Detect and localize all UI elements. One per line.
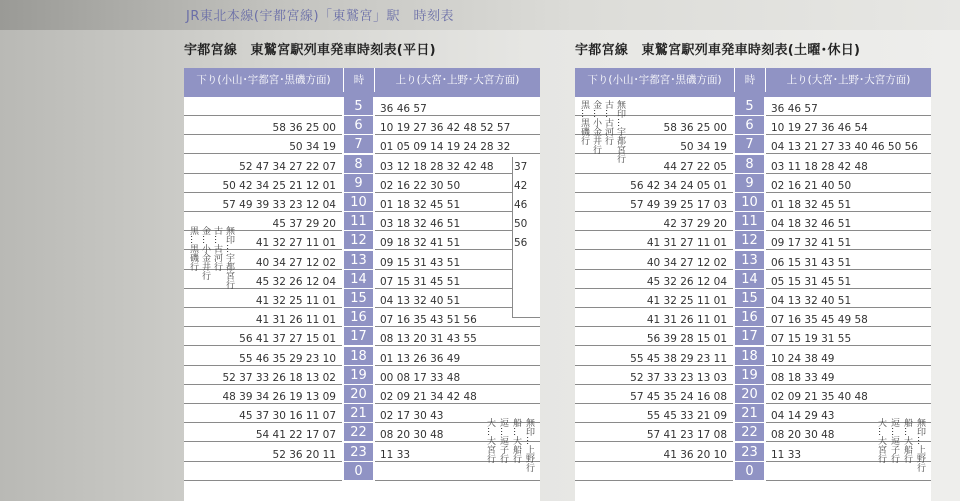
- hour-cell: 6: [344, 116, 373, 135]
- up-departures: 08 18 33 49: [766, 366, 931, 385]
- up-departures: 02 17 30 43: [375, 404, 540, 423]
- up-departures: 04 14 29 43: [766, 404, 931, 423]
- hour-cell: 18: [344, 347, 373, 366]
- timetable-row: [575, 193, 931, 212]
- down-departures: 52 47 34 27 22 07: [184, 155, 342, 174]
- up-departures: 01 05 09 14 19 24 28 32: [375, 135, 540, 154]
- down-departures: 55 45 33 21 09: [575, 404, 733, 423]
- timetable-row: [184, 174, 540, 193]
- timetable-row: [575, 155, 931, 174]
- down-departures: 42 37 29 20: [575, 212, 733, 231]
- late-column-bottom-rule: [512, 317, 540, 318]
- down-departures: 45 32 26 12 04: [184, 270, 342, 289]
- up-departures: 04 18 32 46 51: [766, 212, 931, 231]
- up-departures: 08 13 20 31 43 55: [375, 327, 540, 346]
- hour-cell: 21: [344, 404, 373, 423]
- holiday-timetable-title: 宇都宮線 東鷲宮駅列車発車時刻表(土曜･休日): [575, 43, 861, 58]
- hour-cell: 19: [344, 366, 373, 385]
- hour-cell: 7: [344, 135, 373, 154]
- hour-cell: 17: [344, 327, 373, 346]
- timetable-row: [184, 308, 540, 327]
- hour-cell: 7: [735, 135, 764, 154]
- legend-down-2: 古…古河行: [603, 100, 613, 145]
- timetable-row: [575, 116, 931, 135]
- legend-up-1: 無印…上野行: [524, 418, 534, 472]
- up-departures: 05 15 31 45 51: [766, 270, 931, 289]
- up-departures: 11 33: [766, 443, 931, 462]
- timetable-row: [184, 135, 540, 154]
- legend-up-1: 無印…上野行: [915, 418, 925, 472]
- hour-cell: 10: [344, 193, 373, 212]
- down-departures: [184, 462, 342, 481]
- down-departures: 48 39 34 26 19 13 09: [184, 385, 342, 404]
- up-departures: 36 46 57: [766, 97, 931, 116]
- up-late-departures: 37: [514, 160, 528, 173]
- up-direction-header: 上り(大宮･上野･大宮方面): [375, 68, 540, 92]
- timetable-row: [575, 385, 931, 404]
- hour-cell: 0: [735, 462, 764, 481]
- timetable-row: [575, 270, 931, 289]
- up-departures: 08 20 30 48: [766, 423, 931, 442]
- timetable-row: [575, 97, 931, 116]
- hour-cell: 20: [344, 385, 373, 404]
- down-departures: 52 36 20 11: [184, 443, 342, 462]
- hour-cell: 17: [735, 327, 764, 346]
- hour-cell: 16: [344, 308, 373, 327]
- timetable-row: [184, 270, 540, 289]
- up-late-departures: [512, 347, 540, 366]
- timetable-row: [575, 366, 931, 385]
- down-departures: 40 34 27 12 02: [575, 251, 733, 270]
- weekday-timetable-panel: [184, 40, 540, 501]
- up-direction-header: 上り(大宮･上野･大宮方面): [766, 68, 931, 92]
- legend-down-2: 古…古河行: [212, 226, 222, 271]
- up-late-departures: [512, 270, 540, 289]
- legend-down-4: 黒…黒磯行: [579, 100, 589, 145]
- legend-down-3: 金…小金井行: [591, 100, 601, 154]
- up-late-departures: 42: [514, 179, 528, 192]
- down-departures: 55 45 38 29 23 11: [575, 347, 733, 366]
- hour-cell: 11: [344, 212, 373, 231]
- up-departures: 10 24 38 49: [766, 347, 931, 366]
- hour-cell: 0: [344, 462, 373, 481]
- down-departures: 41 31 27 11 01: [575, 231, 733, 250]
- legend-up-2: 船…大船行: [902, 418, 912, 463]
- legend-down-1: 無印…宇都宮行: [224, 226, 234, 289]
- up-departures: 04 13 32 40 51: [766, 289, 931, 308]
- timetable-row: [575, 327, 931, 346]
- down-departures: 57 41 23 17 08: [575, 423, 733, 442]
- hour-cell: 19: [735, 366, 764, 385]
- legend-up-4: 大…大宮行: [876, 418, 886, 463]
- hour-cell: 22: [344, 423, 373, 442]
- late-column-divider: [512, 157, 513, 317]
- up-departures: 04 13 21 27 33 40 46 50 56: [766, 135, 931, 154]
- down-departures: 58 36 25 00: [184, 116, 342, 135]
- timetable-row: [575, 231, 931, 250]
- up-late-departures: [512, 385, 540, 404]
- up-late-departures: [512, 135, 540, 154]
- down-departures: [184, 97, 342, 116]
- timetable-row: [575, 289, 931, 308]
- up-departures: 00 08 17 33 48: [375, 366, 540, 385]
- down-departures: 57 45 35 24 16 08: [575, 385, 733, 404]
- hour-cell: 8: [344, 155, 373, 174]
- timetable-row: [184, 251, 540, 270]
- timetable-row: [575, 174, 931, 193]
- timetable-row: [575, 251, 931, 270]
- down-departures: 41 36 20 10: [575, 443, 733, 462]
- timetable-row: [184, 366, 540, 385]
- down-departures: 40 34 27 12 02: [184, 251, 342, 270]
- down-departures: 54 41 22 17 07: [184, 423, 342, 442]
- holiday-timetable-panel: [575, 40, 931, 501]
- down-departures: 41 31 26 11 01: [575, 308, 733, 327]
- legend-down-1: 無印…宇都宮行: [615, 100, 625, 163]
- up-departures: 08 20 30 48: [375, 423, 540, 442]
- timetable-row: [184, 212, 540, 231]
- hour-cell: 14: [344, 270, 373, 289]
- timetable-row: [184, 347, 540, 366]
- up-departures: 02 09 21 34 42 48: [375, 385, 540, 404]
- hour-cell: 23: [344, 443, 373, 462]
- legend-up-2: 船…大船行: [511, 418, 521, 463]
- hour-cell: 13: [735, 251, 764, 270]
- up-departures: 07 16 35 43 51 56: [375, 308, 540, 327]
- weekday-timetable: [184, 68, 540, 501]
- up-late-departures: [512, 97, 540, 116]
- weekday-timetable-title: 宇都宮線 東鷲宮駅列車発車時刻表(平日): [184, 43, 436, 58]
- up-departures: 02 16 21 40 50: [766, 174, 931, 193]
- up-late-departures: [512, 366, 540, 385]
- hour-cell: 12: [344, 231, 373, 250]
- up-departures: 04 13 32 40 51: [375, 289, 512, 308]
- timetable-row: [184, 289, 540, 308]
- hour-cell: 6: [735, 116, 764, 135]
- down-departures: 50 34 19: [575, 135, 733, 154]
- hour-cell: 15: [735, 289, 764, 308]
- up-departures: 01 18 32 45 51: [375, 193, 512, 212]
- hour-cell: 14: [735, 270, 764, 289]
- down-departures: 57 49 39 25 17 03: [575, 193, 733, 212]
- timetable-row: [184, 97, 540, 116]
- page-title: JR東北本線(宇都宮線)「東鷲宮」駅 時刻表: [186, 9, 455, 24]
- up-late-departures: [512, 116, 540, 135]
- up-departures: 03 18 32 46 51: [375, 212, 512, 231]
- holiday-timetable: [575, 68, 931, 501]
- up-departures: 09 15 31 43 51: [375, 251, 512, 270]
- up-late-departures: 56: [514, 237, 528, 250]
- timetable-row: [184, 385, 540, 404]
- hour-cell: 9: [344, 174, 373, 193]
- up-departures: 10 19 27 36 46 54: [766, 116, 931, 135]
- hour-cell: 21: [735, 404, 764, 423]
- down-direction-header: 下り(小山･宇都宮･黒磯方面): [184, 68, 344, 92]
- up-late-departures: [512, 289, 540, 308]
- down-departures: 58 36 25 00: [575, 116, 733, 135]
- legend-up-3: 逗…逗子行: [889, 418, 899, 463]
- hour-cell: 10: [735, 193, 764, 212]
- down-departures: 52 37 33 26 18 13 02: [184, 366, 342, 385]
- down-departures: 44 27 22 05: [575, 155, 733, 174]
- up-departures: 07 15 19 31 55: [766, 327, 931, 346]
- timetable-row: [575, 308, 931, 327]
- timetable-row: [184, 155, 540, 174]
- down-departures: [575, 462, 733, 481]
- timetable-row: [575, 212, 931, 231]
- up-departures: 01 13 26 36 49: [375, 347, 540, 366]
- down-departures: 56 39 28 15 01: [575, 327, 733, 346]
- down-direction-header: 下り(小山･宇都宮･黒磯方面): [575, 68, 735, 92]
- down-departures: 45 37 30 16 11 07: [184, 404, 342, 423]
- down-departures: 56 42 34 24 05 01: [575, 174, 733, 193]
- hour-cell: 23: [735, 443, 764, 462]
- up-departures: 09 18 32 41 51: [375, 231, 512, 250]
- down-departures: 41 32 27 11 01: [184, 231, 342, 250]
- hour-cell: 5: [344, 97, 373, 116]
- legend-up-3: 逗…逗子行: [498, 418, 508, 463]
- up-late-departures: [512, 251, 540, 270]
- up-late-departures: 46: [514, 199, 528, 211]
- legend-down-3: 金…小金井行: [200, 226, 210, 280]
- up-departures: 10 19 27 36 42 48 52 57: [375, 116, 540, 135]
- up-departures: 07 15 31 45 51: [375, 270, 512, 289]
- hour-header: 時: [344, 68, 375, 92]
- up-departures: 06 15 31 43 51: [766, 251, 931, 270]
- up-departures: 09 17 32 41 51: [766, 231, 931, 250]
- up-departures: 36 46 57: [375, 97, 540, 116]
- timetable-row: [184, 327, 540, 346]
- background-strip: [0, 0, 960, 30]
- timetable-row: [184, 116, 540, 135]
- hour-cell: 18: [735, 347, 764, 366]
- timetable-row: [184, 231, 540, 250]
- down-departures: 50 42 34 25 21 12 01: [184, 174, 342, 193]
- down-departures: 55 46 35 29 23 10: [184, 347, 342, 366]
- hour-cell: 12: [735, 231, 764, 250]
- hour-cell: 20: [735, 385, 764, 404]
- hour-cell: 13: [344, 251, 373, 270]
- hour-header: 時: [735, 68, 766, 92]
- down-departures: 52 37 33 23 13 03: [575, 366, 733, 385]
- up-departures: 11 33: [375, 443, 540, 462]
- hour-cell: 5: [735, 97, 764, 116]
- hour-cell: 11: [735, 212, 764, 231]
- down-departures: 45 32 26 12 04: [575, 270, 733, 289]
- timetable-row: [575, 347, 931, 366]
- up-departures: 02 09 21 35 40 48: [766, 385, 931, 404]
- down-departures: 50 34 19: [184, 135, 342, 154]
- up-departures: 07 16 35 45 49 58: [766, 308, 931, 327]
- timetable-row: [575, 135, 931, 154]
- legend-up-4: 大…大宮行: [485, 418, 495, 463]
- up-late-departures: [512, 327, 540, 346]
- hour-cell: 16: [735, 308, 764, 327]
- legend-down-4: 黒…黒磯行: [188, 226, 198, 271]
- up-departures: 02 16 22 30 50: [375, 174, 512, 193]
- down-departures: 41 32 25 11 01: [184, 289, 342, 308]
- down-departures: 57 49 39 33 23 12 04: [184, 193, 342, 212]
- up-departures: 03 11 18 28 42 48: [766, 155, 931, 174]
- hour-cell: 22: [735, 423, 764, 442]
- up-late-departures: 50: [514, 218, 528, 231]
- up-departures: 01 18 32 45 51: [766, 193, 931, 212]
- timetable-row: [184, 193, 540, 212]
- down-departures: 45 37 29 20: [184, 212, 342, 231]
- hour-cell: 15: [344, 289, 373, 308]
- hour-cell: 9: [735, 174, 764, 193]
- down-departures: 41 32 25 11 01: [575, 289, 733, 308]
- down-departures: 56 41 37 27 15 01: [184, 327, 342, 346]
- up-departures: 03 12 18 28 32 42 48: [375, 155, 512, 174]
- hour-cell: 8: [735, 155, 764, 174]
- down-departures: 41 31 26 11 01: [184, 308, 342, 327]
